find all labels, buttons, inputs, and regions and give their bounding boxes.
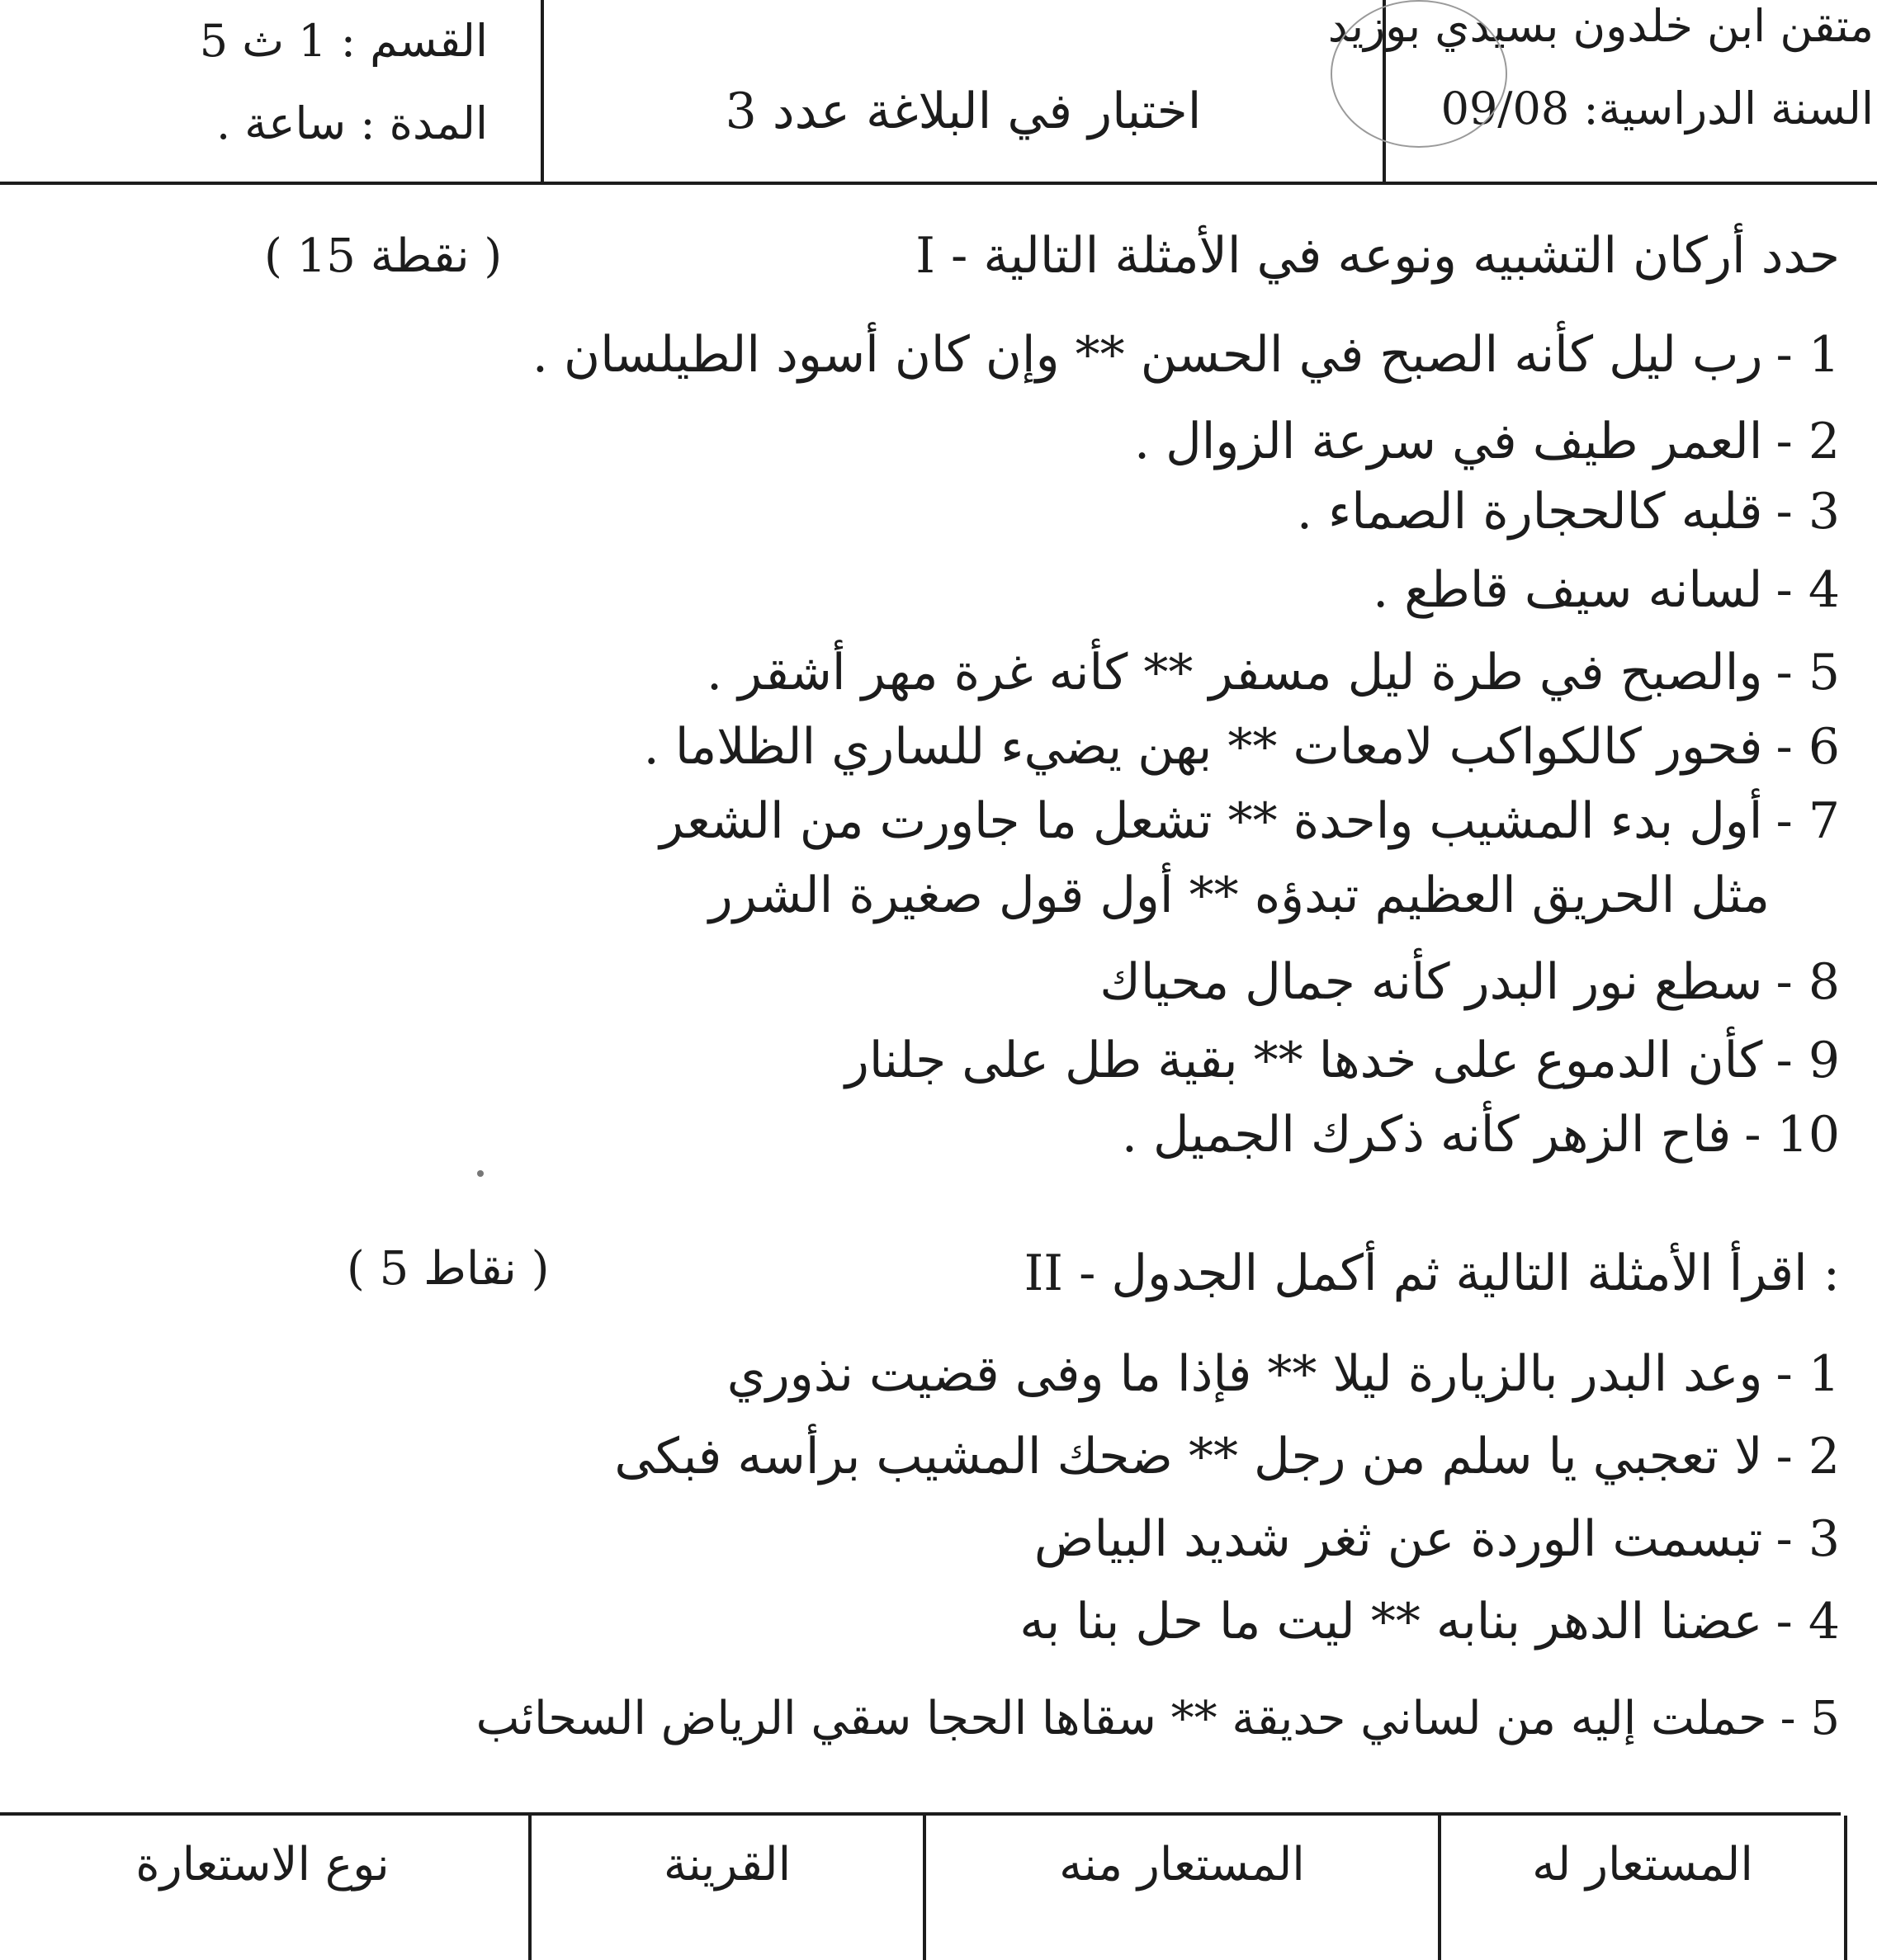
item-text: وعد البدر بالزيارة ليلا ** فإذا ما وفى قضيت نذوري [726, 1345, 1763, 1403]
section1-item [1297, 483, 1840, 541]
exam-title: اختبار في البلاغة عدد 3 [725, 83, 1202, 140]
section2-points: ( 5 نقاط ) [347, 1242, 550, 1296]
exam-header [0, 0, 1877, 185]
section2-item [1034, 1510, 1840, 1568]
table-header-cell: القرينة [528, 1816, 923, 1960]
item-text: فحور كالكواكب لامعات ** بهن يضيء للساري الظلاما . [643, 718, 1763, 776]
section2-item [476, 1692, 1840, 1745]
exam-title-cell [541, 0, 1386, 182]
section1-item [532, 326, 1840, 384]
class-info [0, 0, 537, 182]
item-number: 1 - [1775, 1345, 1840, 1403]
item-number: 2 - [1775, 413, 1840, 470]
section1-item [1134, 413, 1840, 470]
section2-item [727, 1345, 1840, 1403]
item-text: رب ليل كأنه الصبح في الحسن ** وإن كان أسود الطيلسان . [532, 326, 1763, 384]
item-text: فاح الزهر كأنه ذكرك الجميل . [1121, 1106, 1732, 1164]
section1-item [1373, 561, 1840, 619]
section1-item [707, 644, 1840, 701]
section2-item [1019, 1593, 1840, 1651]
item-text: العمر طيف في سرعة الزوال . [1134, 413, 1763, 470]
class-label: القسم : 1 ث 5 [199, 15, 488, 67]
section1-item [845, 1032, 1840, 1089]
section1-heading: I - حدد أركان التشبيه ونوعه في الأمثلة التالية [915, 227, 1840, 285]
item-text: لا تعجبي يا سلم من رجل ** ضحك المشيب برأسه فبكى [614, 1428, 1763, 1485]
item-number: 2 - [1775, 1428, 1840, 1485]
item-text: تبسمت الوردة عن ثغر شديد البياض [1033, 1510, 1763, 1568]
item-number: 4 - [1775, 561, 1840, 619]
item-number: 9 - [1775, 1032, 1840, 1089]
item-number: 10 - [1744, 1106, 1840, 1164]
school-year: السنة الدراسية: 09/08 [1440, 83, 1874, 135]
section1-item [644, 718, 1840, 776]
item-number: 3 - [1775, 483, 1840, 541]
ink-speck [477, 1170, 484, 1177]
item-number: 6 - [1775, 718, 1840, 776]
item-text: كأن الدموع على خدها ** بقية طل على جلنار [844, 1032, 1763, 1089]
item-number: 8 - [1775, 953, 1840, 1011]
school-name: متقن ابن خلدون بسيدي بوزيد [1327, 0, 1874, 52]
item-number: 3 - [1775, 1510, 1840, 1568]
section2-heading: II - اقرأ الأمثلة التالية ثم أكمل الجدول : [1024, 1244, 1840, 1302]
item-text: قلبه كالحجارة الصماء . [1296, 483, 1763, 541]
table-header-cell: المستعار منه [923, 1816, 1438, 1960]
item-number: 5 - [1775, 644, 1840, 701]
table-header-cell: نوع الاستعارة [135, 1838, 390, 1892]
item-text: والصبح في طرة ليل مسفر ** كأنه غرة مهر أشقر . [707, 644, 1763, 701]
section1-item [1099, 953, 1840, 1011]
item-number: 4 - [1775, 1593, 1840, 1651]
duration-label: المدة : ساعة . [215, 97, 488, 149]
section1-item-continuation: مثل الحريق العظيم تبدؤه ** أول قول صغيرة الشرر [708, 867, 1770, 924]
item-text: سطع نور البدر كأنه جمال محياك [1099, 953, 1763, 1011]
item-number: 5 - [1780, 1692, 1840, 1745]
item-text: أول بدء المشيب واحدة ** تشعل ما جاورت من الشعر [660, 792, 1763, 850]
section2-item [614, 1428, 1840, 1485]
item-text: عضنا الدهر بنابه ** ليت ما حل بنا به [1019, 1593, 1763, 1651]
metaphor-table [0, 1812, 1841, 1960]
section1-points: ( 15 نقطة ) [264, 229, 503, 283]
item-number: 1 - [1775, 326, 1840, 384]
section1-item [1122, 1106, 1840, 1164]
section1-item [660, 792, 1840, 850]
item-number: 7 - [1775, 792, 1840, 850]
table-header-cell: المستعار له [1438, 1816, 1847, 1960]
item-text: حملت إليه من لساني حديقة ** سقاها الحجا سقي الرياض السحائب [475, 1692, 1767, 1745]
stamp-circle [1331, 0, 1507, 148]
item-text: لسانه سيف قاطع . [1373, 561, 1763, 619]
